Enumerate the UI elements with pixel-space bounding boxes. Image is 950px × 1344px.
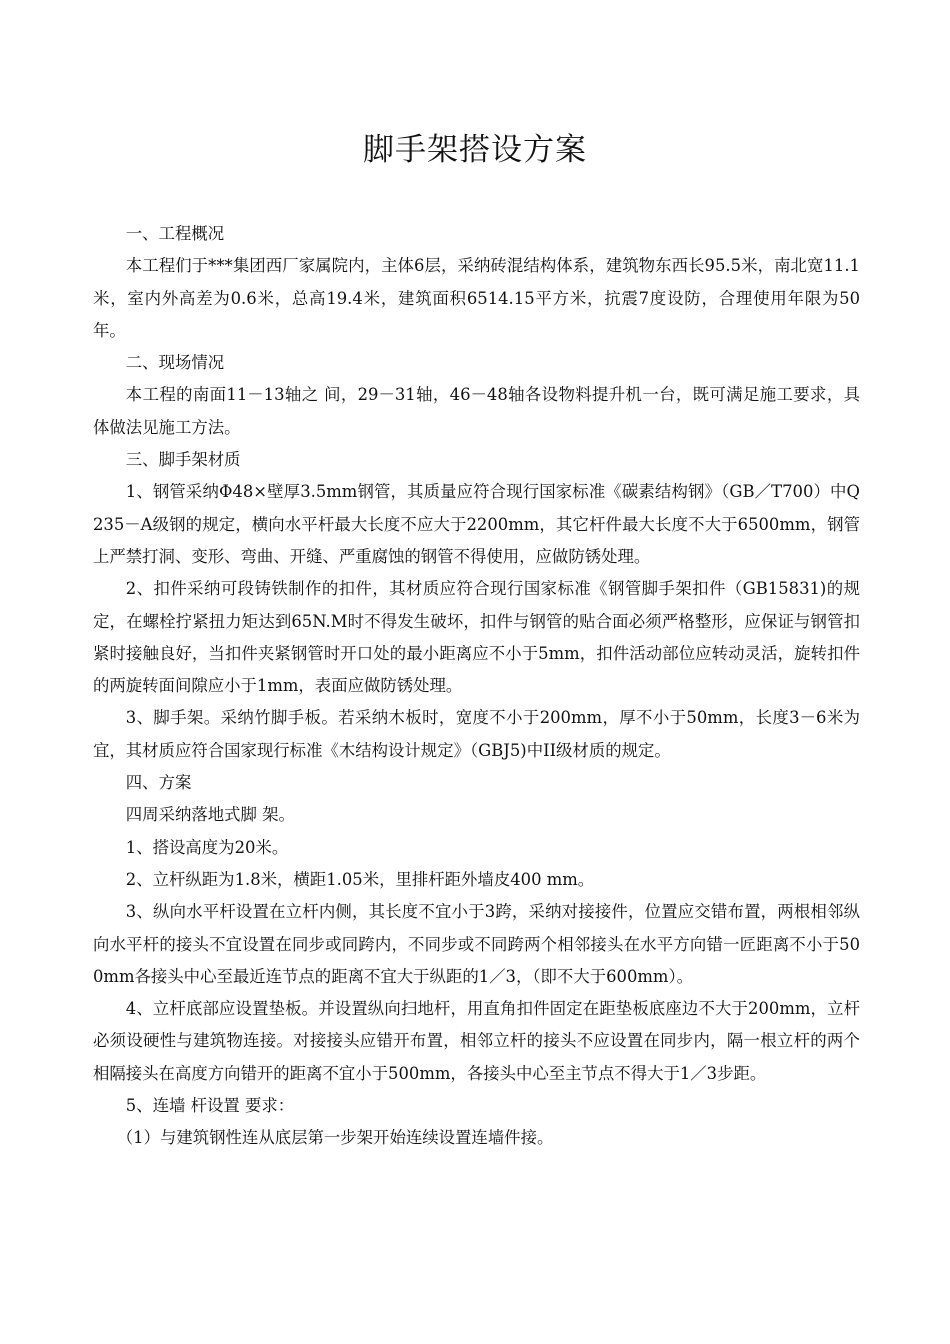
paragraph-plan-spacing: 2、立杆纵距为1.8米，横距1.05米，里排杆距外墙皮400 mm。 [125,869,595,889]
document-title: 脚手架搭设方案 [363,132,587,168]
paragraph-plan-wall-tie-item-1: （1）与建筑钢性连从底层第一步架开始连续设置连墙件接。 [116,1128,554,1148]
paragraph-site: 本工程的南面11－13轴之 间，29－31轴，46－48轴各设物料提升机一台，既可满足施工要求，具体做法见施工方法。 [93,385,860,437]
paragraph-fastener: 2、扣件采纳可段铸铁制作的扣件，其材质应符合现行国家标准《钢管脚手架扣件（GB15831)的规定，在螺栓拧紧扭力矩达到65N.M时不得发生破坏，扣件与钢管的贴合面必须严格整形，应保证与钢管扣紧时接触良好，当扣件夹紧钢管时开口处的最小距离应不小于5mm，扣件活动部位应转动灵活，旋转扣件的两旋转面间隙应小于1mm，表面应做防锈处理。 [93,579,860,696]
paragraph-plan-horizontal-bar: 3、纵向水平杆设置在立杆内侧，其长度不宜小于3跨，采纳对接接件，位置应交错布置，两根相邻纵向水平杆的接头不宜设置在同步或同跨内，不同步或不同跨两个相邻接头在水平方向错一匠距离不小于500mm各接头中心至最近连节点的距离不宜大于纵距的1／3，（即不大于600mm）。 [93,902,860,986]
paragraph-plan-wall-tie: 5、连墙 杆设置 要求： [125,1096,295,1116]
paragraph-scaffold-board: 3、脚手架。采纳竹脚手板。若采纳木板时，宽度不小于200mm，厚不小于50mm，长度3－6米为宜，其材质应符合国家现行标准《木结构设计规定》（GBJ5)中II级材质的规定。 [93,708,860,760]
section-heading-overview: 一、工程概况 [125,224,225,243]
document-body [93,218,860,1155]
paragraph-plan-height: 1、搭设高度为20米。 [125,837,289,857]
paragraph-plan-upright-base: 4、立杆底部应设置垫板。并设置纵向扫地杆，用直角扣件固定在距垫板底座边不大于200mm，立杆必须设硬性与建筑物连接。对接接头应错开布置，相邻立杆的接头不应设置在同步内，隔一根立杆的两个相隔接头在高度方向错开的距离不宜小于500mm，各接头中心至主节点不得大于1／3步距。 [93,999,860,1083]
section-heading-materials: 三、脚手架材质 [125,450,241,470]
section-heading-plan: 四、方案 [125,773,192,793]
paragraph-steel-pipe: 1、钢管采纳Φ48×壁厚3.5mm钢管，其质量应符合现行国家标准《碳素结构钢》（GB／T700）中Q235－A级钢的规定，横向水平杆最大长度不应大于2200mm，其它杆件最大长度不大于6500mm，钢管上严禁打洞、变形、弯曲、开缝、严重腐蚀的钢管不得使用，应做防锈处理。 [93,482,860,566]
paragraph-overview: 本工程们于***集团西厂家属院内，主体6层，采纳砖混结构体系，建筑物东西长95.5米，南北宽11.1米，室内外高差为0.6米，总高19.4米，建筑面积6514.15平方米，抗震7度设防，合理使用年限为50年。 [93,256,860,340]
paragraph-plan-intro: 四周采纳落地式脚 架。 [125,805,295,825]
section-heading-site: 二、现场情况 [125,353,225,373]
